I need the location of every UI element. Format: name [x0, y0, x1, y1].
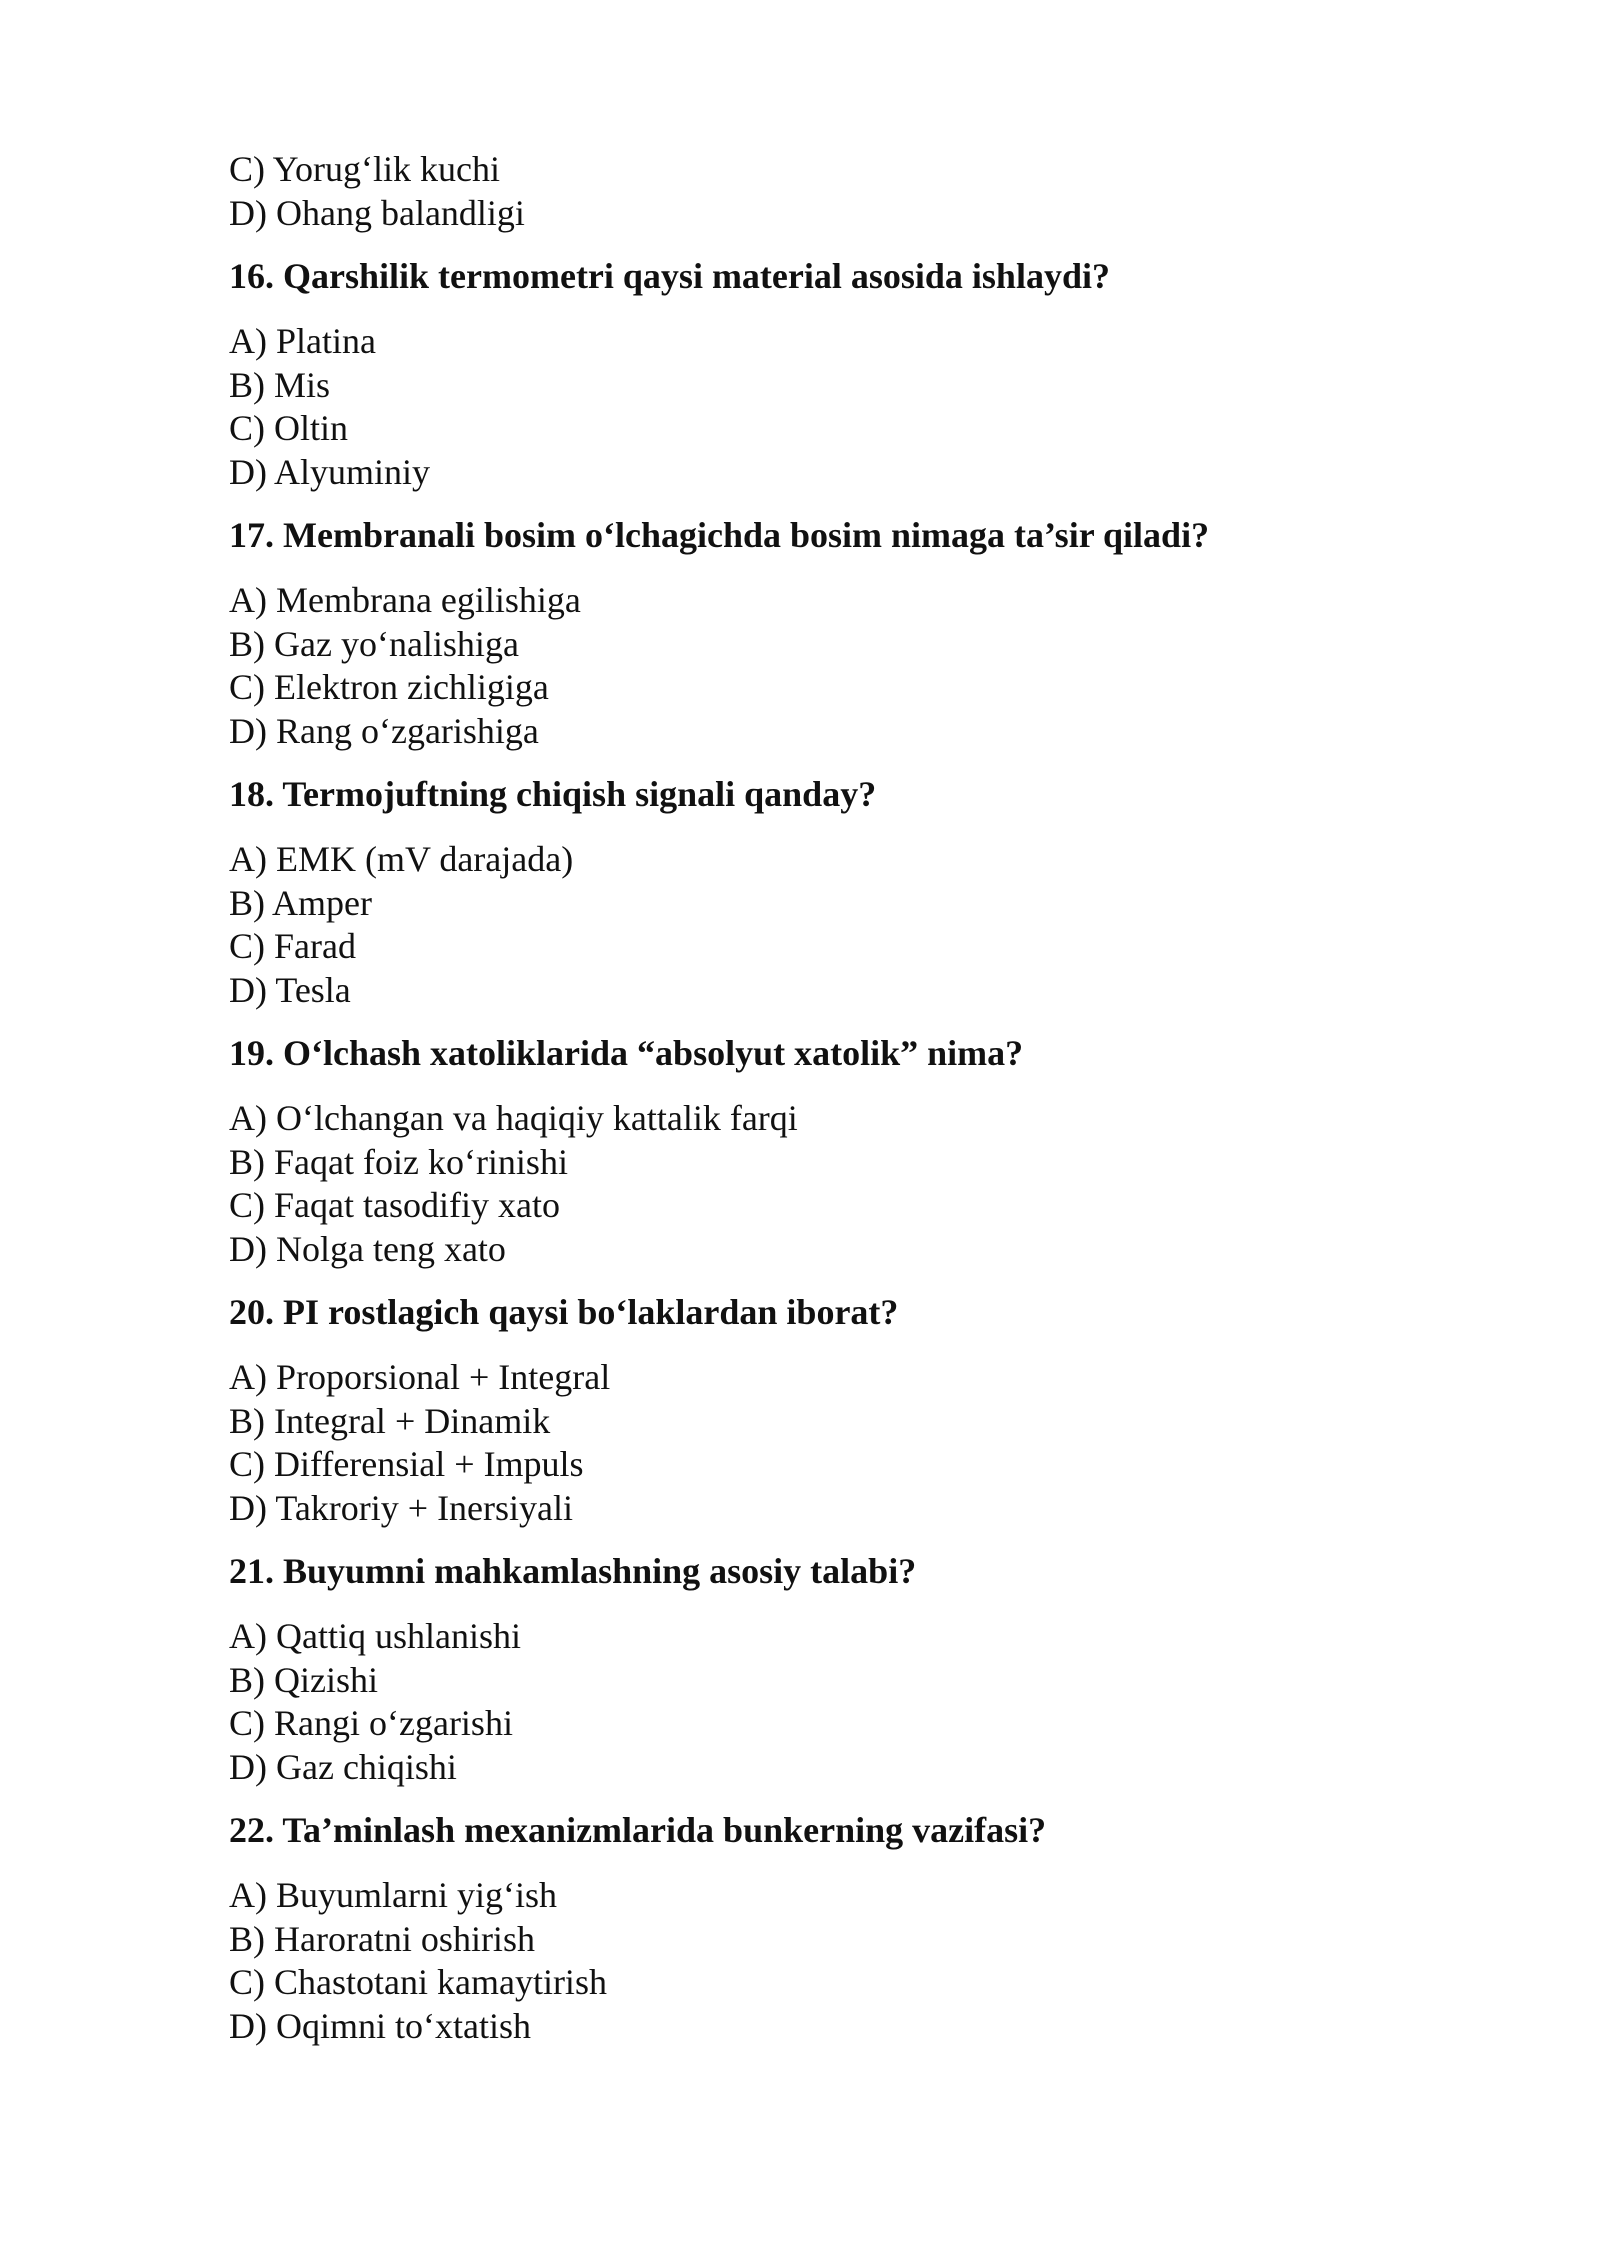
option-c: C) Chastotani kamaytirish: [229, 1962, 607, 2002]
option-c: C) Farad: [229, 926, 356, 966]
document-page: [229, 148, 1529, 2048]
option-d: D) Tesla: [229, 969, 351, 1010]
option-d: D) Rang o‘zgarishiga: [229, 710, 539, 751]
option-c: C) Differensial + Impuls: [229, 1444, 584, 1484]
option-d: D) Gaz chiqishi: [229, 1746, 457, 1787]
question-22: [229, 1809, 1529, 2048]
option-a: A) Platina: [229, 321, 376, 361]
option-d: D) Takroriy + Inersiyali: [229, 1487, 574, 1528]
option-b: B) Amper: [229, 882, 372, 923]
option-d: D) Nolga teng xato: [229, 1228, 506, 1269]
question-title: 20. PI rostlagich qaysi bo‘laklardan iborat?: [229, 1292, 899, 1332]
question-18: [229, 773, 1529, 1012]
option-d: D) Alyuminiy: [229, 451, 431, 492]
option-d: D) Oqimni to‘xtatish: [229, 2005, 531, 2046]
question-17: [229, 514, 1529, 753]
option-b: B) Haroratni oshirish: [229, 1918, 535, 1959]
option-b: B) Faqat foiz ko‘rinishi: [229, 1141, 568, 1182]
question-title: 18. Termojuftning chiqish signali qanday?: [229, 774, 877, 814]
question-21: [229, 1550, 1529, 1789]
option-a: A) Buyumlarni yig‘ish: [229, 1875, 557, 1915]
question-title: 16. Qarshilik termometri qaysi material asosida ishlaydi?: [229, 256, 1110, 296]
option-c: C) Rangi o‘zgarishi: [229, 1703, 513, 1743]
option-c: C) Oltin: [229, 408, 349, 448]
option-c: C) Yorug‘lik kuchi: [229, 149, 501, 189]
option-b: B) Integral + Dinamik: [229, 1400, 551, 1441]
option-b: B) Mis: [229, 364, 331, 405]
option-b: B) Gaz yo‘nalishiga: [229, 623, 519, 664]
question-title: 21. Buyumni mahkamlashning asosiy talabi?: [229, 1551, 917, 1591]
question-19: [229, 1032, 1529, 1271]
option-c: C) Elektron zichligiga: [229, 667, 549, 707]
question-16: [229, 255, 1529, 494]
question-20: [229, 1291, 1529, 1530]
question-title: 19. O‘lchash xatoliklarida “absolyut xatolik” nima?: [229, 1033, 1024, 1073]
option-a: A) EMK (mV darajada): [229, 839, 574, 879]
option-a: A) Qattiq ushlanishi: [229, 1616, 521, 1656]
option-d: D) Ohang balandligi: [229, 192, 525, 233]
option-a: A) Proporsional + Integral: [229, 1357, 611, 1397]
question-title: 22. Ta’minlash mexanizmlarida bunkerning vazifasi?: [229, 1810, 1047, 1850]
option-c: C) Faqat tasodifiy xato: [229, 1185, 560, 1225]
option-a: A) Membrana egilishiga: [229, 580, 581, 620]
option-a: A) O‘lchangan va haqiqiy kattalik farqi: [229, 1098, 798, 1138]
question-title: 17. Membranali bosim o‘lchagichda bosim nimaga ta’sir qiladi?: [229, 515, 1210, 555]
option-b: B) Qizishi: [229, 1659, 378, 1700]
carryover-options: [229, 148, 1529, 235]
